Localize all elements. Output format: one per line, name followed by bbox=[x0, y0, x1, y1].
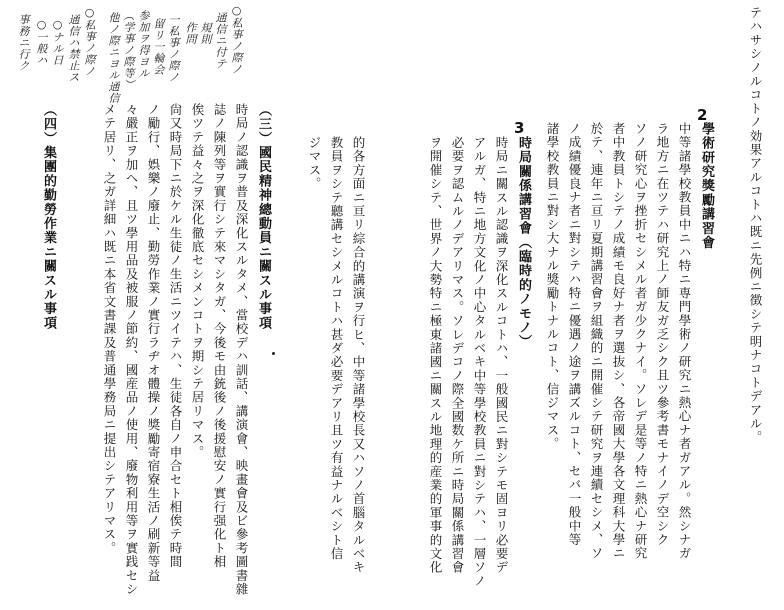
text-column: ノ勵行、娯樂ノ廢止、勤勞作業ノ實行ラヂオ體操ノ獎勵寄宿寮生活ノ刷新等益 bbox=[146, 103, 161, 583]
handwritten-note-line: 規則 bbox=[199, 22, 212, 45]
text-column: 中等諸學校教員中ニハ特ニ専門學術ノ研究ニ熱心ナ者ガアル。然シナガ bbox=[677, 122, 692, 561]
text-column: ラ地方ニ在ツテハ研究上ノ師友ガ乏シク且ツ參考書モナイノデ空シク bbox=[655, 122, 670, 547]
text-column: 的各方面ニ亘リ綜合的講演ヲ行ヒ、中等諸學校長又ハソノ首腦タルベキ bbox=[351, 136, 366, 575]
text-column: 時局ニ關スル認識ヲ深化スルコトハ、一般國民ニ對シテモ固ヨリ必要デ bbox=[494, 136, 509, 575]
handwritten-note-line: 通信ニ付テ bbox=[214, 12, 227, 70]
text-column: 時局ノ認識ヲ普及深化スルタメ、當校デハ訓話、講演會、映畫會及ビ參考圖書雜 bbox=[234, 103, 249, 597]
handwritten-note-line: 事務ニ行ク bbox=[17, 14, 30, 72]
text-column: 必要ヲ認ムルノデアリマス。ソレデコノ際全國数ケ所ニ時局關係講習會 bbox=[450, 136, 465, 575]
text-column: アルガ、特ニ地方文化ノ中心タルベキ中等學校教員ニ對シテハ、一層ソノ bbox=[472, 136, 487, 589]
text-column: 者中教員トシテノ成績モ良好ナ者ヲ選抜シ、各帝國大學各文理科大學ニ bbox=[611, 122, 626, 561]
section-heading: 時局關係講習會（臨時的ノモノ） bbox=[516, 136, 531, 349]
handwritten-note-line: 一私事ノ際ノ bbox=[167, 14, 180, 83]
handwritten-note-line: 他ノ際ニヨル通信 bbox=[107, 12, 120, 104]
handwritten-note-line: 留リ一輪会 bbox=[152, 18, 165, 76]
text-column: 俟ツテ益々之ヲ深化徹底セシメンコトヲ期シテ居リマス。 bbox=[190, 103, 205, 460]
ink-dot bbox=[272, 352, 275, 355]
section-heading: （四）集團的勤勞作業ニ關スル事項 bbox=[41, 103, 56, 331]
handwritten-note-line: ○一般ハ bbox=[35, 18, 48, 66]
section-heading: （三）國民精神總動員ニ關スル事項 bbox=[256, 103, 271, 331]
text-column: ノ成績優良ナ者ニ對シテハ特ニ優遇ノ途ヲ講ズルコト、セバ一般中等 bbox=[567, 122, 582, 547]
handwritten-note-line: ○私事ノ際ノ bbox=[83, 6, 96, 77]
handwritten-note-line: ○ナル日 bbox=[51, 18, 64, 66]
text-column: 誌ノ陳列等ヲ實行シテ來マシタガ、今後モ由銃後ノ後援慰安ノ實行强化ト相 bbox=[212, 103, 227, 569]
handwritten-note-line: 通信ハ禁止ス bbox=[67, 14, 80, 83]
text-column: 教員ヲシテ聽講セシメルコトハ甚ダ必要デアリ且ツ有益ナルベシト信 bbox=[329, 136, 344, 561]
handwritten-note-line: （学事ノ際等） bbox=[122, 10, 135, 91]
section-number: 2 bbox=[697, 106, 708, 124]
handwritten-note-line: 参加ヲ得ヨル bbox=[137, 10, 150, 79]
text-column: ヲ開催シテ、世界ノ大勢特ニ極東諸國ニ關スル地理的産業的軍事的文化 bbox=[428, 136, 443, 575]
section-heading: 學術研究獎勵講習會 bbox=[699, 122, 714, 250]
text-column: 尙又時局下ニ於ケル生徒ノ生活ニツイテハ、生徒各自ノ申合セト相俟テ時間 bbox=[168, 103, 183, 569]
handwritten-note-line: 作問 bbox=[184, 22, 197, 45]
text-column: テハサシノルコトノ効果アルコトハ既ニ先例ニ徴シテ明ナコトデアル。 bbox=[748, 6, 763, 445]
section-number: 3 bbox=[514, 119, 525, 137]
text-column: 於テ、連年ニ亘リ夏期講習會ヲ組織的ニ開催シテ研究ヲ連續セシメ、ソ bbox=[589, 122, 604, 561]
text-column: ソノ研究心ヲ挫折セシメル者ガ少クナイ。ソレデ是等ノ特ニ熱心ナ研究 bbox=[633, 122, 648, 561]
handwritten-note-line: ○私事ノ際ノ bbox=[230, 4, 243, 75]
text-column: 々嚴正ヲ加ヘ、且ツ學用品及被服ノ節約、國産品ノ使用、廢物利用等ヲ實践セシ bbox=[124, 103, 139, 597]
text-column: メテ居リ、之ガ詳細ハ既ニ本省文書課及普通學務局ニ提出シテアリマス。 bbox=[102, 103, 117, 556]
text-column: 諸學校教員ニ對シ大ナル獎勵トナルコト、信ジマス。 bbox=[545, 122, 560, 451]
text-column: ジマス。 bbox=[307, 136, 322, 191]
